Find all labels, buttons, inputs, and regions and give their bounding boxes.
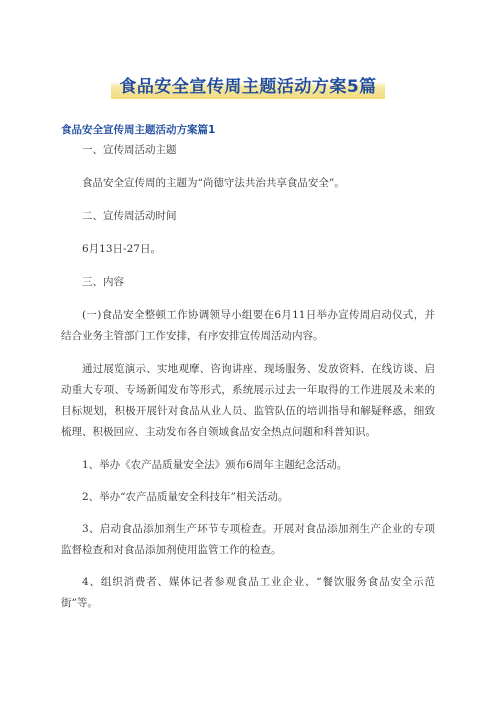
paragraph-time: 6月13日-27日。 [82,243,161,255]
paragraph-launch: (一)食品安全整顿工作协调领导小组要在6月11日举办宣传周启动仪式，并结合业务主管部门工作安排，有序安排宣传周活动内容。 [61,309,435,342]
title-container [0,68,496,99]
paragraph-theme: 食品安全宣传周的主题为“尚德守法共治共享食品安全”。 [82,177,345,189]
list-item-4: 4、组织消费者、媒体记者参观食品工业企业、“餐饮服务食品安全示范街”等。 [61,576,435,609]
list-item-1: 1、举办《农产品质量安全法》颁布6周年主题纪念活动。 [82,459,348,471]
heading-content: 三、内容 [82,276,124,288]
document-body [61,140,435,625]
list-item-3: 3、启动食品添加剂生产环节专项检查。开展对食品添加剂生产企业的专项监督检查和对食品添加剂使用监管工作的检查。 [61,523,435,556]
paragraph-methods: 通过展览演示、实地观摩、咨询讲座、现场服务、发放资料、在线访谈、启动重大专项、专场新闻发布等形式，系统展示过去一年取得的工作进展及未来的目标规划，积极开展针对食品从业人员、监管队伍的培训指导和解疑释惑，细致梳理、积极回应、主动发布各自领域食品安全热点问题和科普知识。 [61,363,435,438]
section-title: 食品安全宣传周主题活动方案篇1 [61,124,216,136]
list-item-2: 2、举办“农产品质量安全科技年”相关活动。 [82,491,289,503]
heading-theme: 一、宣传周活动主题 [82,144,177,156]
heading-time: 二、宣传周活动时间 [82,210,177,222]
document-title: 食品安全宣传周主题活动方案5篇 [111,68,384,99]
